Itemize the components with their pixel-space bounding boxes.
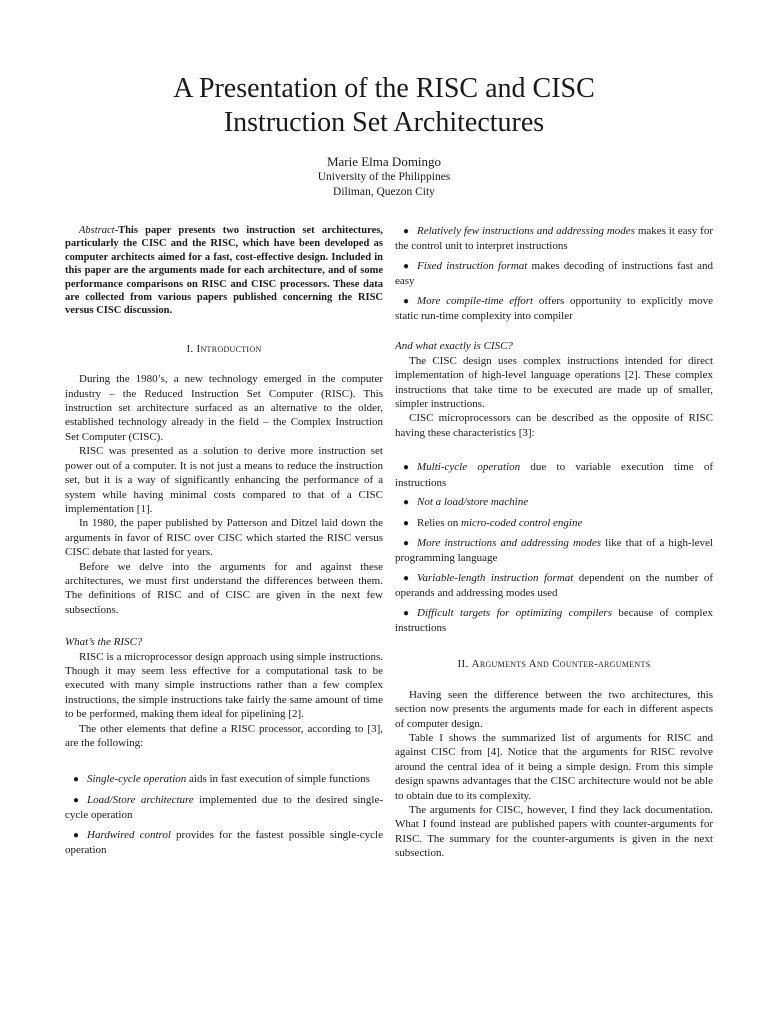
cisc-paragraph: The CISC design uses complex instructions intended for direct implementation of high-level language operations [2]. These complex instructions that take time to be executed are made up of smaller, simpler instructions. [395, 354, 713, 411]
list-item [395, 516, 713, 531]
bullet-icon: ● [402, 607, 410, 619]
bullet-text: because of complex instructions [395, 606, 713, 634]
intro-paragraph: During the 1980’s, a new technology emerged in the computer industry – the Reduced Instruction Set Computer (RISC). This instruction set architecture surfaced as an alternative to the older, established technology already in the field – the Complex Instruction Set Computer (CISC). [65, 373, 383, 443]
bullet-text: offers opportunity to explicitly move static run-time complexity into compiler [395, 294, 714, 323]
list-item [395, 536, 713, 566]
bullet-term: More instructions and addressing modes [417, 536, 602, 549]
bullet-icon: ● [72, 794, 80, 806]
risc-paragraph: RISC is a microprocessor design approach using simple instructions. Though it may seem less effective for a computational task to be executed with many simple instructions rather than a few complex instructions, the simple instructions take fairly the same amount of time to be performed, making them ideal for pipelining [2]. [65, 650, 383, 721]
bullet-icon: ● [402, 295, 410, 307]
list-item [65, 793, 383, 823]
paper-title [0, 72, 768, 140]
bullet-term: Fixed instruction format [417, 259, 528, 272]
arguments-paragraph: Having seen the difference between the two architectures, this section now presents the arguments made for each in different aspects of computer design. [395, 688, 713, 730]
affiliation-university: University of the Philippines [317, 171, 451, 183]
risc-characteristics-list-continued [395, 224, 713, 323]
bullet-term: Multi-cycle operation [417, 461, 521, 474]
section-heading-arguments [395, 657, 713, 671]
left-column [65, 224, 383, 862]
bullet-term: Hardwired control [87, 828, 171, 841]
bullet-icon: ● [402, 497, 410, 509]
bullet-term: Relatively few instructions and addressing modes [417, 225, 635, 237]
list-item [395, 224, 713, 254]
arguments-paragraph: Table I shows the summarized list of arguments for RISC and against CISC from [4]. Notice that the arguments for RISC revolve around the central idea of it being a simple design. From this simple design spawns advantages that the CISC architecture would not be able to obtain due to its complexity. [395, 731, 713, 802]
right-column [395, 224, 713, 861]
list-item [395, 606, 713, 636]
bullet-icon: ● [72, 774, 80, 786]
list-item [395, 495, 713, 510]
bullet-icon: ● [72, 829, 80, 841]
bullet-term: Single-cycle operation [87, 773, 187, 786]
bullet-icon: ● [402, 572, 410, 584]
cisc-paragraph: CISC microprocessors can be described as the opposite of RISC having these characteristics [3]: [395, 412, 713, 439]
bullet-icon: ● [402, 537, 410, 549]
bullet-text: makes it easy for the control unit to interpret instructions [395, 225, 713, 253]
list-item [395, 460, 713, 490]
list-item [65, 828, 383, 858]
list-item [395, 571, 713, 601]
bullet-icon: ● [402, 517, 410, 529]
bullet-icon: ● [402, 226, 410, 237]
section-number: II. [457, 658, 469, 671]
section-number: I. [186, 342, 194, 355]
bullet-text: like that of a high-level programming language [395, 536, 713, 565]
risc-paragraph: The other elements that define a RISC processor, according to [3], are the following: [65, 722, 383, 749]
bullet-term: micro-coded control engine [461, 516, 583, 529]
section-title: Arguments And Counter-arguments [471, 658, 651, 671]
section-heading-introduction [65, 342, 383, 356]
risc-characteristics-list [65, 772, 383, 857]
intro-paragraph: RISC was presented as a solution to derive more instruction set power out of a computer. It is not just a means to reduce the instruction set, but it is a way of significantly enhancing the performance of a system while having minimal costs compared to that of a CISC implementation [1]. [65, 445, 383, 515]
bullet-prefix: Relies on [417, 516, 461, 529]
title-line-1: A Presentation of the RISC and CISC [173, 73, 595, 104]
subsection-heading-risc: What’s the RISC? [65, 636, 143, 649]
subsection-heading-cisc: And what exactly is CISC? [395, 340, 513, 353]
bullet-icon: ● [402, 462, 410, 474]
bullet-term: More compile-time effort [417, 294, 534, 307]
bullet-term: Variable-length instruction format [417, 571, 574, 584]
list-item [395, 259, 713, 289]
affiliation-city: Diliman, Quezon City [333, 186, 435, 198]
bullet-text: makes decoding of instructions fast and easy [395, 259, 714, 288]
cisc-characteristics-list [395, 460, 713, 635]
author-name: Marie Elma Domingo [326, 154, 442, 169]
section-title: Introduction [196, 342, 262, 355]
bullet-term: Difficult targets for optimizing compilers [417, 606, 612, 619]
abstract-label: Abstract- [79, 225, 119, 236]
bullet-text: aids in fast execution of simple functions [186, 773, 370, 786]
list-item [395, 294, 713, 324]
bullet-term: Load/Store architecture [87, 793, 194, 806]
bullet-icon: ● [402, 260, 410, 272]
arguments-paragraph: The arguments for CISC, however, I find they lack documentation. What I found instead are published papers with counter-arguments for RISC. The summary for the counter-arguments is given in the next subsection. [395, 804, 713, 860]
title-line-2: Instruction Set Architectures [223, 107, 545, 138]
bullet-term: Not a load/store machine [417, 496, 529, 509]
abstract [65, 224, 383, 318]
bullet-text: implemented due to the desired single-cycle operation [65, 793, 383, 822]
abstract-text: This paper presents two instruction set architectures, particularly the CISC and the RISC, which have been developed as computer architects aimed for a fast, cost-effective design. Included in this paper are the arguments made for each architecture, and of some performance comparisons on RISC and CISC processors. These data are collected from various papers published concerning the RISC versus CISC discussion. [65, 225, 383, 317]
bullet-text: due to variable execution time of instructions [395, 461, 713, 489]
bullet-text: dependent on the number of operands and addressing modes used [395, 571, 713, 600]
bullet-text: provides for the fastest possible single-cycle operation [65, 828, 383, 857]
list-item [65, 772, 383, 787]
intro-paragraph: In 1980, the paper published by Patterson and Ditzel laid down the arguments in favor of RISC over CISC which started the RISC versus CISC debate that lasted for years. [65, 517, 383, 559]
intro-paragraph: Before we delve into the arguments for and against these architectures, we must first understand the differences between them. The definitions of RISC and of CISC are given in the next few subsections. [65, 560, 383, 616]
